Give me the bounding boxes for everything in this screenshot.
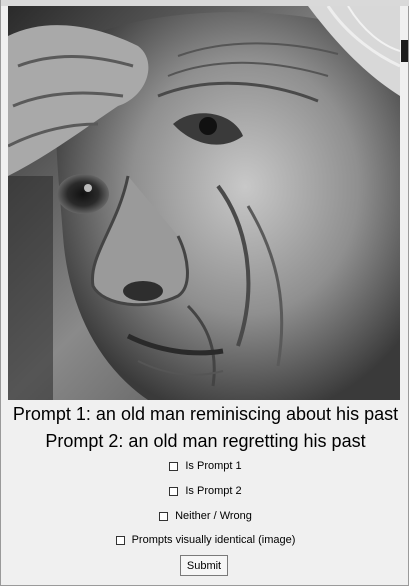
checkbox-is-prompt-1[interactable]	[169, 462, 178, 471]
checkbox-prompts-identical[interactable]	[116, 536, 125, 545]
option-prompts-identical[interactable]	[1, 534, 409, 546]
option-label: Is Prompt 2	[185, 485, 242, 497]
window-edge-mark	[401, 40, 408, 62]
option-label: Is Prompt 1	[185, 460, 242, 472]
submit-button[interactable]: Submit	[180, 555, 228, 576]
prompt-1-text: Prompt 1: an old man reminiscing about his past	[12, 404, 399, 424]
checkbox-is-prompt-2[interactable]	[169, 487, 178, 496]
option-label: Prompts visually identical (image)	[131, 534, 296, 546]
checkbox-neither-wrong[interactable]	[159, 512, 168, 521]
option-neither-wrong[interactable]	[1, 510, 409, 522]
option-label: Neither / Wrong	[175, 510, 252, 522]
portrait-photo	[8, 6, 400, 400]
option-is-prompt-2[interactable]	[1, 485, 409, 497]
option-is-prompt-1[interactable]	[1, 460, 409, 472]
prompt-2-text: Prompt 2: an old man regretting his past	[45, 431, 366, 451]
